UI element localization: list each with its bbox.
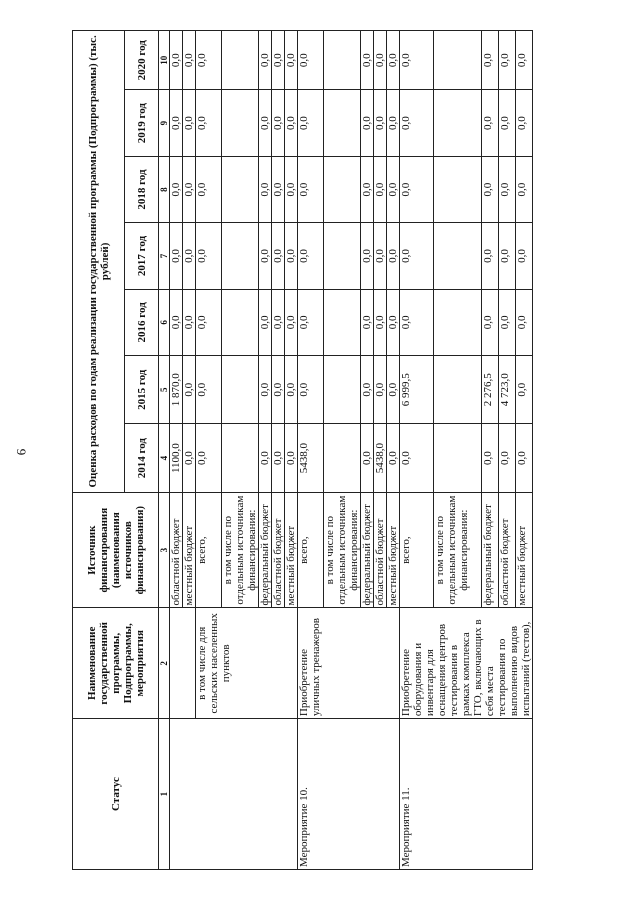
value-cell: 0,0 [196, 31, 222, 90]
value-cell: 0,0 [400, 289, 434, 355]
source-cell: областной бюджет [272, 492, 285, 608]
column-number: 8 [159, 156, 170, 222]
value-cell: 0,0 [170, 156, 183, 222]
column-number: 3 [159, 492, 170, 608]
value-cell: 0,0 [361, 31, 374, 90]
value-cell: 0,0 [516, 90, 533, 156]
empty-cell [324, 424, 361, 492]
value-cell: 0,0 [196, 90, 222, 156]
value-cell: 0,0 [285, 31, 298, 90]
value-cell: 0,0 [259, 90, 272, 156]
empty-cell [324, 289, 361, 355]
column-number: 1 [159, 719, 170, 870]
value-cell: 0,0 [361, 356, 374, 424]
value-cell: 0,0 [374, 31, 387, 90]
value-cell: 0,0 [259, 156, 272, 222]
value-cell: 5438,0 [374, 424, 387, 492]
empty-cell [433, 223, 481, 289]
value-cell: 0,0 [516, 424, 533, 492]
value-cell: 0,0 [298, 156, 324, 222]
value-cell: 0,0 [387, 156, 400, 222]
value-cell: 0,0 [482, 424, 499, 492]
value-cell: 0,0 [387, 223, 400, 289]
value-cell: 4 723,0 [499, 356, 516, 424]
value-cell: 0,0 [285, 289, 298, 355]
column-number-row [159, 31, 170, 870]
value-cell: 0,0 [374, 356, 387, 424]
header-year: 2016 год [125, 289, 159, 355]
value-cell: 0,0 [400, 424, 434, 492]
source-cell: федеральный бюджет [482, 492, 499, 608]
table-row [400, 31, 434, 870]
empty-cell [324, 356, 361, 424]
value-cell: 0,0 [272, 289, 285, 355]
table-row [170, 31, 183, 870]
empty-cell [222, 356, 259, 424]
header-status: Статус [73, 719, 159, 870]
value-cell: 0,0 [400, 90, 434, 156]
value-cell: 0,0 [272, 424, 285, 492]
source-cell: областной бюджет [374, 492, 387, 608]
value-cell: 0,0 [400, 223, 434, 289]
value-cell: 0,0 [272, 156, 285, 222]
value-cell: 0,0 [387, 31, 400, 90]
value-cell: 0,0 [499, 289, 516, 355]
header-year: 2019 год [125, 90, 159, 156]
empty-cell [222, 289, 259, 355]
value-cell: 0,0 [516, 156, 533, 222]
column-number: 10 [159, 31, 170, 90]
value-cell: 0,0 [298, 356, 324, 424]
value-cell: 0,0 [482, 156, 499, 222]
header-year: 2014 год [125, 424, 159, 492]
value-cell: 0,0 [183, 356, 196, 424]
header-year: 2018 год [125, 156, 159, 222]
value-cell: 0,0 [499, 90, 516, 156]
page-number: 9 [14, 448, 29, 456]
empty-cell [433, 90, 481, 156]
source-cell: федеральный бюджет [361, 492, 374, 608]
status-cell [170, 719, 298, 870]
value-cell: 0,0 [183, 424, 196, 492]
value-cell: 0,0 [400, 31, 434, 90]
value-cell: 0,0 [196, 356, 222, 424]
value-cell: 0,0 [516, 289, 533, 355]
value-cell: 0,0 [285, 424, 298, 492]
source-total-label: всего, [196, 492, 222, 608]
value-cell: 0,0 [196, 424, 222, 492]
empty-cell [324, 156, 361, 222]
value-cell: 0,0 [499, 156, 516, 222]
value-cell: 0,0 [170, 31, 183, 90]
empty-cell [433, 356, 481, 424]
value-cell: 0,0 [259, 223, 272, 289]
value-cell: 0,0 [272, 31, 285, 90]
empty-cell [324, 223, 361, 289]
empty-cell [324, 90, 361, 156]
column-number: 2 [159, 608, 170, 719]
status-cell: Мероприятие 10. [298, 719, 400, 870]
value-cell: 0,0 [196, 289, 222, 355]
column-number: 4 [159, 424, 170, 492]
source-including-label: в том числе по отдельным источникам финансирования: [433, 492, 481, 608]
source-cell: местный бюджет [387, 492, 400, 608]
value-cell: 0,0 [259, 31, 272, 90]
value-cell: 0,0 [499, 31, 516, 90]
empty-cell [222, 31, 259, 90]
source-cell: областной бюджет [170, 492, 183, 608]
value-cell: 0,0 [183, 289, 196, 355]
empty-cell [433, 31, 481, 90]
value-cell: 5438,0 [298, 424, 324, 492]
source-cell: местный бюджет [285, 492, 298, 608]
value-cell: 0,0 [285, 90, 298, 156]
value-cell: 0,0 [272, 90, 285, 156]
value-cell: 1 870,0 [170, 356, 183, 424]
value-cell: 1100,0 [170, 424, 183, 492]
source-including-label: в том числе по отдельным источникам финансирования: [324, 492, 361, 608]
value-cell: 6 999,5 [400, 356, 434, 424]
value-cell: 0,0 [482, 289, 499, 355]
value-cell: 0,0 [361, 90, 374, 156]
value-cell: 0,0 [499, 223, 516, 289]
empty-cell [433, 156, 481, 222]
value-cell: 0,0 [387, 90, 400, 156]
value-cell: 0,0 [298, 289, 324, 355]
value-cell: 0,0 [482, 90, 499, 156]
value-cell: 0,0 [516, 31, 533, 90]
header-name: Наименование государственной программы, Подпрограммы, мероприятия [73, 608, 159, 719]
source-cell: местный бюджет [183, 492, 196, 608]
source-cell: федеральный бюджет [259, 492, 272, 608]
name-cell: в том числе для сельских населенных пунктов [196, 608, 298, 719]
empty-cell [222, 223, 259, 289]
value-cell: 0,0 [272, 223, 285, 289]
header-source: Источник финансирования (наименования источников финансирования) [73, 492, 159, 608]
source-including-label: в том числе по отдельным источникам финансирования: [222, 492, 259, 608]
source-cell: местный бюджет [516, 492, 533, 608]
name-cell: Приобретение оборудования и инвентаря для оснащения центров тестирования в рамках комплекса ГТО, включающих в себя места тестирования по выполнению видов испытаний (тестов), [400, 608, 533, 719]
value-cell: 0,0 [285, 223, 298, 289]
value-cell: 0,0 [196, 223, 222, 289]
value-cell: 0,0 [387, 424, 400, 492]
value-cell: 0,0 [516, 223, 533, 289]
column-number: 6 [159, 289, 170, 355]
rotated-table-wrapper [72, 30, 568, 870]
value-cell: 0,0 [272, 356, 285, 424]
value-cell: 0,0 [259, 289, 272, 355]
value-cell: 0,0 [259, 356, 272, 424]
value-cell: 0,0 [482, 223, 499, 289]
source-cell: областной бюджет [499, 492, 516, 608]
value-cell: 0,0 [285, 356, 298, 424]
budget-table [72, 30, 533, 870]
value-cell: 0,0 [170, 289, 183, 355]
value-cell: 0,0 [183, 90, 196, 156]
value-cell: 0,0 [285, 156, 298, 222]
value-cell: 0,0 [361, 156, 374, 222]
header-year: 2015 год [125, 356, 159, 424]
empty-cell [222, 424, 259, 492]
value-cell: 0,0 [374, 289, 387, 355]
value-cell: 0,0 [196, 156, 222, 222]
value-cell: 0,0 [400, 156, 434, 222]
value-cell: 0,0 [516, 356, 533, 424]
empty-cell [222, 156, 259, 222]
value-cell: 0,0 [499, 424, 516, 492]
value-cell: 0,0 [374, 156, 387, 222]
empty-cell [433, 424, 481, 492]
value-cell: 0,0 [374, 223, 387, 289]
value-cell: 0,0 [374, 90, 387, 156]
column-number: 9 [159, 90, 170, 156]
value-cell: 0,0 [183, 156, 196, 222]
empty-cell [433, 289, 481, 355]
header-estimate: Оценка расходов по годам реализации государственной программы (Подпрограммы) (тыс. рублей) [73, 31, 125, 493]
value-cell: 0,0 [298, 90, 324, 156]
column-number: 5 [159, 356, 170, 424]
value-cell: 0,0 [183, 223, 196, 289]
status-cell: Мероприятие 11. [400, 719, 533, 870]
value-cell: 0,0 [387, 356, 400, 424]
header-year: 2020 год [125, 31, 159, 90]
empty-cell [324, 31, 361, 90]
name-cell: Приобретение уличных тренажеров [298, 608, 400, 719]
value-cell: 0,0 [361, 289, 374, 355]
value-cell: 0,0 [361, 424, 374, 492]
value-cell: 0,0 [387, 289, 400, 355]
source-total-label: всего, [400, 492, 434, 608]
source-total-label: всего, [298, 492, 324, 608]
table-body [170, 31, 533, 870]
value-cell: 0,0 [170, 90, 183, 156]
table-row [298, 31, 324, 870]
header-year: 2017 год [125, 223, 159, 289]
column-number: 7 [159, 223, 170, 289]
empty-cell [222, 90, 259, 156]
value-cell: 0,0 [183, 31, 196, 90]
name-cell [170, 608, 196, 719]
value-cell: 0,0 [482, 31, 499, 90]
value-cell: 0,0 [170, 223, 183, 289]
value-cell: 0,0 [298, 223, 324, 289]
value-cell: 0,0 [259, 424, 272, 492]
value-cell: 0,0 [361, 223, 374, 289]
value-cell: 2 276,5 [482, 356, 499, 424]
value-cell: 0,0 [298, 31, 324, 90]
